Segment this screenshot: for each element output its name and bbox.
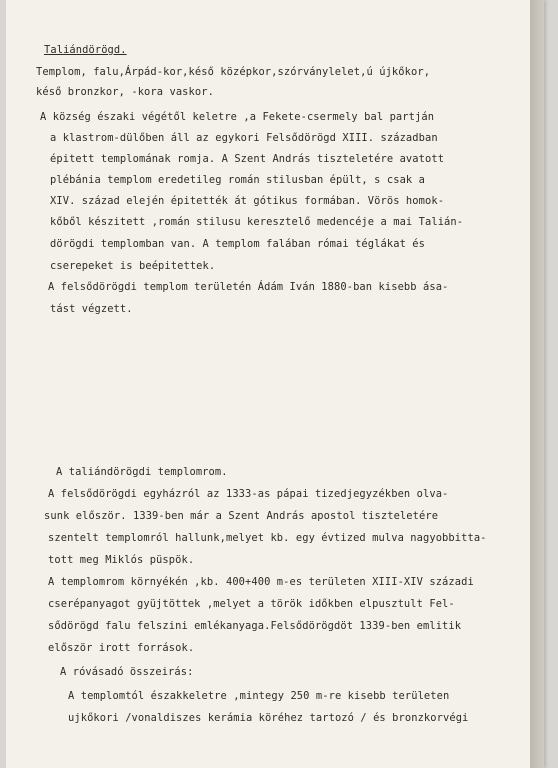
paragraph-line: A község északi végétől keletre ,a Fekete-csermely bal partján [40,111,435,123]
paragraph-line: A templomtól északkeletre ,mintegy 250 m-re kisebb területen [68,690,450,702]
paragraph-line: A felsődörögdi templom területén Ádám Iván 1880-ban kisebb ása- [48,281,449,293]
paragraph-line: először irott források. [48,642,195,654]
page-edge [530,0,544,768]
paragraph-line: plébánia templom eredetileg román stilusban épült, s csak a [50,174,425,186]
paragraph-line: XIV. század elején épitették át gótikus formában. Vörös homok- [50,195,445,207]
paragraph-line: dörögdi templomban van. A templom falában római téglákat és [50,238,425,250]
paragraph-line: kőből készitett ,román stilusu keresztelő medencéje a mai Talián- [50,216,464,228]
paragraph-line: A templomrom környékén ,kb. 400+400 m-es területen XIII-XIV századi [48,576,474,588]
paragraph-line: a klastrom-dülőben áll az egykori Felsődörögd XIII. században [50,132,438,144]
document-page [6,0,544,768]
keywords-line-2: késő bronzkor, -kora vaskor. [36,86,214,98]
section-heading: A taliándörögdi templomrom. [56,466,228,478]
paragraph-line: tott meg Miklós püspök. [48,554,195,566]
paragraph-line: cserépanyagot gyüjtöttek ,melyet a török időkben elpusztult Fel- [48,598,455,610]
document-title: Taliándörögd. [44,44,127,56]
paragraph-line: sunk először. 1339-ben már a Szent András apostol tiszteletére [44,510,439,522]
paragraph-line: A felsődörögdi egyházról az 1333-as pápai tizedjegyzékben olva- [48,488,449,500]
paragraph-line: épitett templomának romja. A Szent András tiszteletére avatott [50,153,445,165]
paragraph-line: sődörögd falu felszini emlékanyaga.Felsődörögdöt 1339-ben emlitik [48,620,462,632]
paragraph-line: tást végzett. [50,303,133,315]
keywords-line-1: Templom, falu,Árpád-kor,késő középkor,szórványlelet,ú újkőkor, [36,66,431,78]
paragraph-line: szentelt templomról hallunk,melyet kb. egy évtized mulva nagyobbitta- [48,532,487,544]
paragraph-line: cserepeket is beépitettek. [50,260,216,272]
section-heading: A róvásadó összeirás: [60,666,194,678]
paragraph-line: ujkőkori /vonaldiszes kerámia köréhez tartozó / és bronzkorvégi [68,712,469,724]
